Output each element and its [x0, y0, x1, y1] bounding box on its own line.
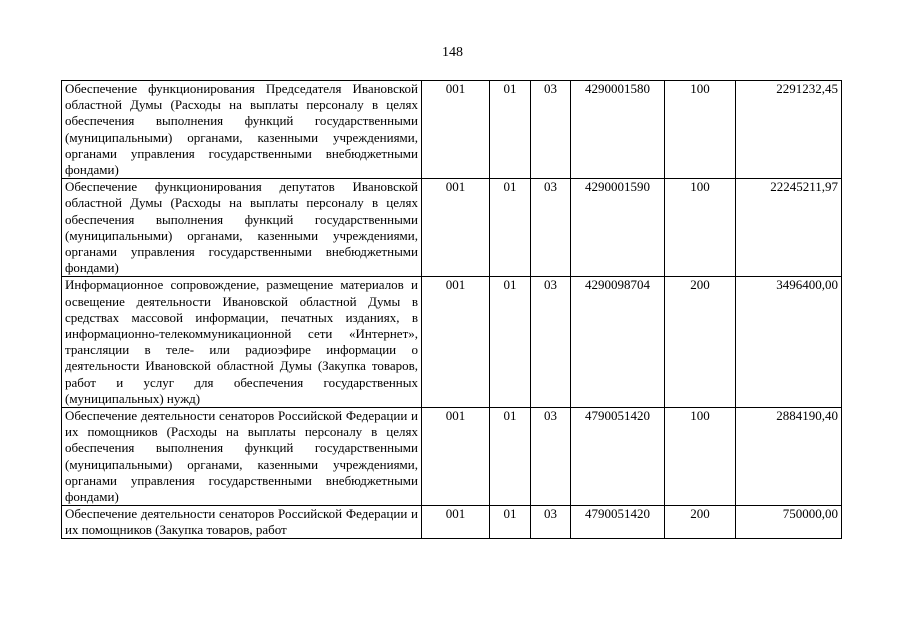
row-name-cell: Информационное сопровождение, размещение материалов и освещение деятельности Ивановской областной Думы в средствах массовой информации, печатных изданиях, в информационно-телекоммуникационной сети «Интернет», трансляции в теле- или радиоэфире информации о деятельности Ивановской областной Думы (Закупка товаров, работ и услуг для обеспечения государственных (муниципальных) нужд) [62, 277, 422, 408]
target-article-cell: 4790051420 [571, 506, 665, 539]
subsection-cell: 03 [531, 179, 571, 277]
section-cell: 01 [490, 179, 531, 277]
table-row [62, 179, 842, 277]
section-cell: 01 [490, 277, 531, 408]
expense-type-cell: 200 [665, 506, 736, 539]
expense-type-cell: 100 [665, 408, 736, 506]
amount-cell: 3496400,00 [736, 277, 842, 408]
expense-type-cell: 100 [665, 81, 736, 179]
target-article-cell: 4290001580 [571, 81, 665, 179]
page-number: 148 [442, 45, 463, 60]
target-article-cell: 4790051420 [571, 408, 665, 506]
ministry-code-cell: 001 [422, 179, 490, 277]
row-name-text: Обеспечение деятельности сенаторов Российской Федерации и их помощников (Закупка товаров, работ [65, 506, 418, 538]
ministry-code-cell: 001 [422, 506, 490, 539]
budget-table [61, 80, 842, 539]
row-name-cell: Обеспечение деятельности сенаторов Российской Федерации и их помощников (Расходы на выплаты персоналу в целях обеспечения выполнения функций государственными (муниципальными) органами, казенными учреждениями, органами управления государственными внебюджетными фондами) [62, 408, 422, 506]
table-row [62, 408, 842, 506]
subsection-cell: 03 [531, 81, 571, 179]
subsection-cell: 03 [531, 506, 571, 539]
amount-cell: 750000,00 [736, 506, 842, 539]
section-cell: 01 [490, 506, 531, 539]
amount-cell: 2884190,40 [736, 408, 842, 506]
amount-cell: 2291232,45 [736, 81, 842, 179]
row-name-cell: Обеспечение функционирования депутатов Ивановской областной Думы (Расходы на выплаты персоналу в целях обеспечения выполнения функций государственными (муниципальными) органами, казенными учреждениями, органами управления государственными внебюджетными фондами) [62, 179, 422, 277]
ministry-code-cell: 001 [422, 81, 490, 179]
target-article-cell: 4290098704 [571, 277, 665, 408]
table-row [62, 277, 842, 408]
expense-type-cell: 100 [665, 179, 736, 277]
section-cell: 01 [490, 408, 531, 506]
section-cell: 01 [490, 81, 531, 179]
table-row [62, 81, 842, 179]
subsection-cell: 03 [531, 408, 571, 506]
ministry-code-cell: 001 [422, 408, 490, 506]
row-name-cell: Обеспечение функционирования Председателя Ивановской областной Думы (Расходы на выплаты персоналу в целях обеспечения выполнения функций государственными (муниципальными) органами, казенными учреждениями, органами управления государственными внебюджетными фондами) [62, 81, 422, 179]
target-article-cell: 4290001590 [571, 179, 665, 277]
subsection-cell: 03 [531, 277, 571, 408]
amount-cell: 22245211,97 [736, 179, 842, 277]
table-row [62, 506, 842, 539]
ministry-code-cell: 001 [422, 277, 490, 408]
row-name-cell [62, 506, 422, 539]
expense-type-cell: 200 [665, 277, 736, 408]
